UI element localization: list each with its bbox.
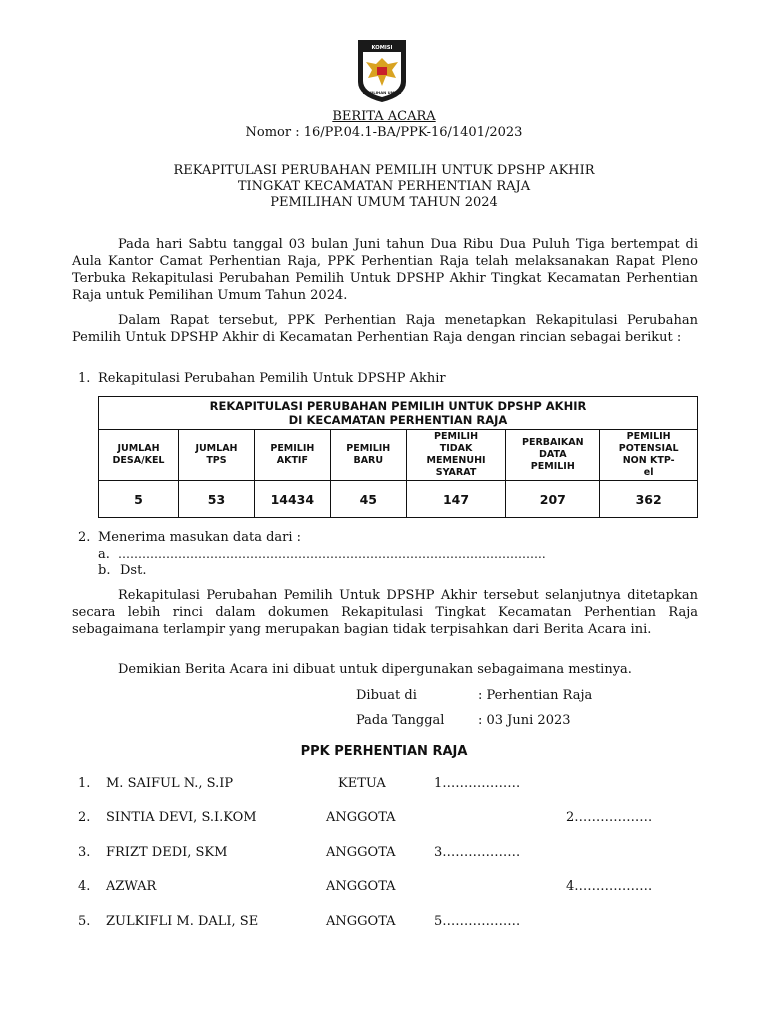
member-3-role: ANGGOTA <box>326 845 396 860</box>
value-pemilih-baru: 45 <box>330 481 406 518</box>
member-3-number: 3. <box>78 845 91 860</box>
recap-table <box>98 396 698 518</box>
table-title-line-2: DI KECAMATAN PERHENTIAN RAJA <box>288 413 508 427</box>
paragraph-detail: Rekapitulasi Perubahan Pemilih Untuk DPSHP Akhir tersebut selanjutnya ditetapkan secara lebih rinci dalam dokumen Rekapitulasi Tingkat Kecamatan Perhentian Raja sebagaimana terlampir yang merupakan bagian tidak terpisahkan dari Berita Acara ini. <box>72 588 698 637</box>
date-value: : 03 Juni 2023 <box>478 713 571 728</box>
svg-text:KOMISI: KOMISI <box>371 45 393 51</box>
col-pemilih-tms: PEMILIH TIDAK MEMENUHI SYARAT <box>406 430 506 481</box>
table-title <box>99 397 698 430</box>
paragraph-meeting: Dalam Rapat tersebut, PPK Perhentian Raja menetapkan Rekapitulasi Perubahan Pemilih Untuk DPSHP Akhir di Kecamatan Perhentian Raja dengan rincian sebagai berikut : <box>72 313 698 345</box>
member-3-signature-line: 3……………… <box>434 845 521 860</box>
date-label: Pada Tanggal <box>356 713 445 728</box>
member-1-number: 1. <box>78 776 91 791</box>
item-2a-dots: …………………………………………………………………………………………….. <box>118 547 546 561</box>
member-2-name: SINTIA DEVI, S.I.KOM <box>106 810 257 825</box>
member-1-role: KETUA <box>338 776 386 791</box>
kpu-logo <box>352 38 412 104</box>
col-perbaikan-data: PERBAIKAN DATA PEMILIH <box>506 430 600 481</box>
value-jumlah-tps: 53 <box>179 481 255 518</box>
col-pemilih-potensial: PEMILIH POTENSIAL NON KTP- el <box>600 430 698 481</box>
member-5-role: ANGGOTA <box>326 914 396 929</box>
member-2-role: ANGGOTA <box>326 810 396 825</box>
member-5-signature-line: 5……………… <box>434 914 521 929</box>
item-1-number: 1. <box>78 371 91 386</box>
item-2-number: 2. <box>78 530 91 545</box>
member-4-signature-line: 4……………… <box>566 879 653 894</box>
item-1-text: Rekapitulasi Perubahan Pemilih Untuk DPSHP Akhir <box>98 371 446 386</box>
member-5-number: 5. <box>78 914 91 929</box>
col-pemilih-baru: PEMILIH BARU <box>330 430 406 481</box>
member-5-name: ZULKIFLI M. DALI, SE <box>106 914 259 929</box>
item-2-text: Menerima masukan data dari : <box>98 530 302 545</box>
member-1-name: M. SAIFUL N., S.IP <box>106 776 234 791</box>
paragraph-opening: Pada hari Sabtu tanggal 03 bulan Juni tahun Dua Ribu Dua Puluh Tiga bertempat di Aula Kantor Camat Perhentian Raja, PPK Perhentian Raja telah melaksanakan Rapat Pleno Terbuka Rekapitulasi Perubahan Pemilih Untuk DPSHP Akhir Tingkat Kecamatan Perhentian Raja untuk Pemilihan Umum Tahun 2024. <box>72 237 698 303</box>
value-perbaikan-data: 207 <box>506 481 600 518</box>
item-2b-text: Dst. <box>120 563 147 578</box>
member-4-name: AZWAR <box>106 879 157 894</box>
member-2-number: 2. <box>78 810 91 825</box>
col-pemilih-aktif: PEMILIH AKTIF <box>254 430 330 481</box>
value-jumlah-desa: 5 <box>99 481 179 518</box>
member-3-name: FRIZT DEDI, SKM <box>106 845 228 860</box>
svg-text:PEMILIHAN UMUM: PEMILIHAN UMUM <box>362 90 402 95</box>
value-pemilih-aktif: 14434 <box>254 481 330 518</box>
doc-title-line-1: REKAPITULASI PERUBAHAN PEMILIH UNTUK DPSHP AKHIR <box>173 163 595 178</box>
member-1-signature-line: 1……………… <box>434 776 521 791</box>
doc-title-line-3: PEMILIHAN UMUM TAHUN 2024 <box>270 195 498 210</box>
doc-title-line-2: TINGKAT KECAMATAN PERHENTIAN RAJA <box>237 179 531 194</box>
committee-title: PPK PERHENTIAN RAJA <box>300 744 468 759</box>
shield-red <box>377 67 387 75</box>
item-2a-label: a. <box>98 547 110 562</box>
col-jumlah-desa: JUMLAH DESA/KEL <box>99 430 179 481</box>
paragraph-closing: Demikian Berita Acara ini dibuat untuk dipergunakan sebagaimana mestinya. <box>118 662 632 677</box>
member-2-signature-line: 2……………… <box>566 810 653 825</box>
place-value: : Perhentian Raja <box>478 688 593 703</box>
place-label: Dibuat di <box>356 688 417 703</box>
value-pemilih-tms: 147 <box>406 481 506 518</box>
doc-number: Nomor : 16/PP.04.1-BA/PPK-16/1401/2023 <box>245 125 523 140</box>
member-4-role: ANGGOTA <box>326 879 396 894</box>
item-2b-label: b. <box>98 563 111 578</box>
col-jumlah-tps: JUMLAH TPS <box>179 430 255 481</box>
doc-type: BERITA ACARA <box>332 109 436 124</box>
member-4-number: 4. <box>78 879 91 894</box>
value-pemilih-potensial: 362 <box>600 481 698 518</box>
table-title-line-1: REKAPITULASI PERUBAHAN PEMILIH UNTUK DPSHP AKHIR <box>209 399 587 413</box>
